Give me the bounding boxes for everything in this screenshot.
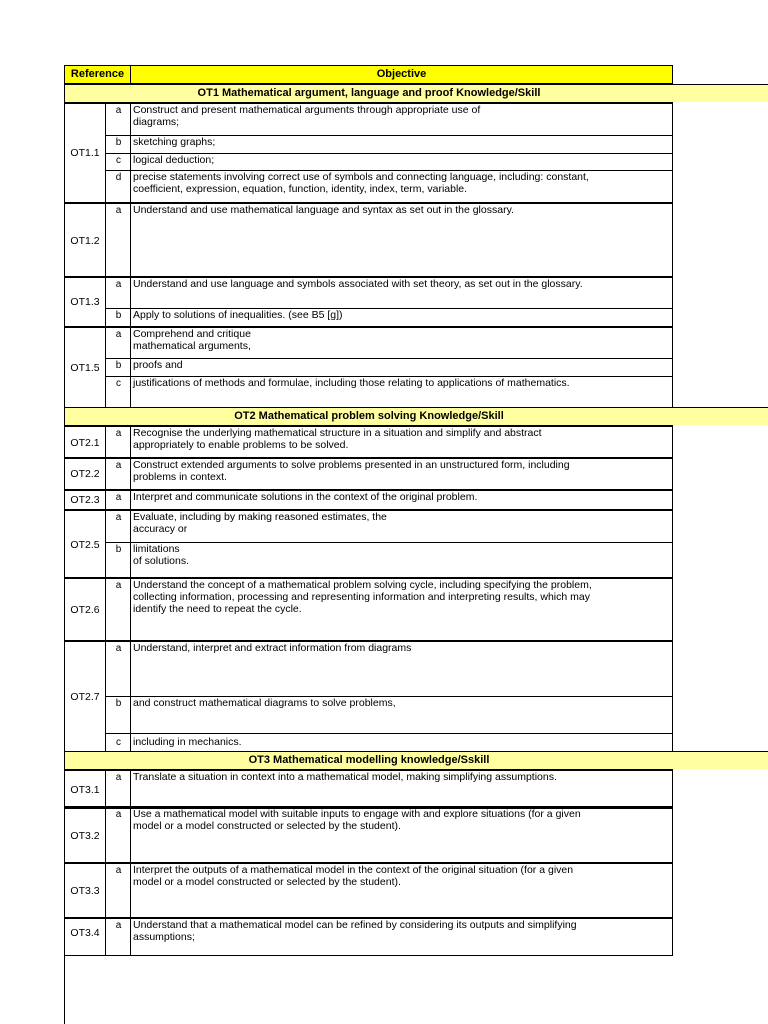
row-letter: d <box>115 172 122 183</box>
row-letter: b <box>115 360 122 371</box>
section-title: OT3 Mathematical modelling knowledge/Sskill <box>248 754 490 766</box>
reference-cell <box>65 459 106 489</box>
objective-group-ot2-6 <box>64 577 673 642</box>
objective-text: Construct and present mathematical arguments through appropriate use of diagrams; <box>133 104 481 128</box>
row-letter: c <box>116 378 121 389</box>
objective-text: logical deduction; <box>133 154 215 166</box>
objective-row <box>106 278 672 309</box>
objective-group-ot1-2 <box>64 202 673 278</box>
reference-cell <box>65 808 106 863</box>
objective-group-ot1-3 <box>64 276 673 327</box>
objective-row <box>106 919 672 956</box>
objective-text: Recognise the underlying mathematical structure in a situation and simplify and abstract appropriately to enable problems to be solved. <box>133 427 542 451</box>
objective-row <box>106 376 672 408</box>
row-letter: a <box>115 279 122 290</box>
row-letter: a <box>115 920 122 931</box>
objective-text: Comprehend and critique mathematical arguments, <box>133 328 251 352</box>
reference-cell <box>65 511 106 578</box>
row-letter: a <box>115 428 122 439</box>
reference-label: OT2.3 <box>70 494 100 506</box>
objective-text: Interpret and communicate solutions in the context of the original problem. <box>133 491 478 503</box>
row-letter: b <box>115 310 122 321</box>
objective-text: Understand and use mathematical language and syntax as set out in the glossary. <box>133 204 514 216</box>
objective-group-ot3-3 <box>64 862 673 919</box>
reference-cell <box>65 491 106 509</box>
reference-cell <box>65 328 106 407</box>
objective-row <box>106 135 672 154</box>
table-left-border <box>64 955 65 1024</box>
row-letter: a <box>115 580 122 591</box>
objective-text: justifications of methods and formulae, including those relating to applications of mathematics. <box>133 377 570 389</box>
objective-text: proofs and <box>133 359 183 371</box>
row-letter: a <box>115 643 122 654</box>
objective-text: Use a mathematical model with suitable inputs to engage with and explore situations (for a given model or a model constructed or selected by the student). <box>133 808 581 832</box>
reference-label: OT1.3 <box>70 296 100 308</box>
objective-group-ot2-1 <box>64 425 673 459</box>
row-letter: a <box>115 512 122 523</box>
row-letter: b <box>115 137 122 148</box>
reference-label: OT2.7 <box>70 690 100 703</box>
objective-text: Apply to solutions of inequalities. (see B5 [g]) <box>133 309 343 321</box>
objective-group-ot3-1 <box>64 769 673 809</box>
section-ot3-header <box>64 751 768 769</box>
objective-row <box>106 459 672 490</box>
row-letter: a <box>115 460 122 471</box>
objective-row <box>106 358 672 377</box>
reference-label: OT1.1 <box>70 147 100 159</box>
objective-group-ot3-4 <box>64 917 673 956</box>
objective-row <box>106 579 672 642</box>
reference-cell <box>65 579 106 641</box>
reference-label: OT1.5 <box>70 361 100 374</box>
objective-group-ot2-2 <box>64 457 673 490</box>
objective-row <box>106 204 672 278</box>
objective-row <box>106 808 672 864</box>
objective-group-ot2-7 <box>64 640 673 752</box>
row-letter: a <box>115 865 122 876</box>
objective-text: Understand the concept of a mathematical problem solving cycle, including specifying the problem, collecting information, processing and representing information and interpreting results, which may identify the need to repeat the cycle. <box>133 579 592 615</box>
objective-text: Interpret the outputs of a mathematical model in the context of the original situation (for a given model or a model constructed or selected by the student). <box>133 864 574 888</box>
header-objective-label: Objective <box>376 68 427 80</box>
objective-text: Understand that a mathematical model can be refined by considering its outputs and simplifying assumptions; <box>133 919 577 943</box>
row-letter: a <box>115 329 122 340</box>
reference-cell <box>65 919 106 955</box>
reference-label: OT2.6 <box>70 604 100 616</box>
objective-row <box>106 642 672 697</box>
row-letter: c <box>116 155 121 166</box>
reference-label: OT3.2 <box>70 829 100 842</box>
header-reference <box>64 65 131 84</box>
objective-row <box>106 170 672 203</box>
objective-row <box>106 864 672 919</box>
reference-label: OT3.4 <box>70 927 100 939</box>
section-title: OT2 Mathematical problem solving Knowledge/Skill <box>234 410 504 422</box>
section-title: OT1 Mathematical argument, language and proof Knowledge/Skill <box>197 87 541 99</box>
row-letter: a <box>115 205 122 216</box>
reference-label: OT1.2 <box>70 234 100 247</box>
objective-row <box>106 328 672 359</box>
objective-text: sketching graphs; <box>133 136 216 148</box>
objective-row <box>106 511 672 543</box>
objective-row <box>106 696 672 734</box>
reference-cell <box>65 104 106 202</box>
row-letter: b <box>115 698 122 709</box>
row-letter: a <box>115 772 122 783</box>
objective-row <box>106 427 672 459</box>
objective-text: Translate a situation in context into a mathematical model, making simplifying assumptions. <box>133 771 557 783</box>
objective-group-ot1-5 <box>64 326 673 408</box>
objective-text: Understand, interpret and extract information from diagrams <box>133 642 412 654</box>
reference-label: OT3.3 <box>70 885 100 897</box>
reference-label: OT2.1 <box>70 436 100 449</box>
row-letter: a <box>115 492 122 503</box>
reference-label: OT3.1 <box>70 783 100 796</box>
header-objective <box>130 65 673 84</box>
objective-row <box>106 491 672 510</box>
reference-label: OT2.5 <box>70 538 100 551</box>
objective-row <box>106 542 672 579</box>
row-letter: a <box>115 105 122 116</box>
objective-row <box>106 733 672 752</box>
objective-group-ot2-5 <box>64 509 673 579</box>
objective-text: Construct extended arguments to solve problems presented in an unstructured form, including problems in context. <box>133 459 570 483</box>
reference-cell <box>65 642 106 751</box>
objective-group-ot1-1 <box>64 102 673 203</box>
row-letter: c <box>116 737 121 748</box>
row-letter: b <box>115 544 122 555</box>
objective-row <box>106 153 672 171</box>
objective-row <box>106 308 672 327</box>
row-letter: a <box>115 809 122 820</box>
reference-label: OT2.2 <box>70 468 100 480</box>
reference-cell <box>65 427 106 458</box>
reference-cell <box>65 204 106 277</box>
reference-cell <box>65 278 106 326</box>
objective-text: Understand and use language and symbols associated with set theory, as set out in the glossary. <box>133 278 583 290</box>
objective-group-ot3-2 <box>64 806 673 864</box>
objective-group-ot2-3 <box>64 489 673 510</box>
objective-text: limitations of solutions. <box>133 543 190 567</box>
section-ot2-header <box>64 407 768 425</box>
objective-row <box>106 104 672 136</box>
objective-text: Evaluate, including by making reasoned estimates, the accuracy or <box>133 511 387 535</box>
section-ot1-header <box>64 84 768 102</box>
reference-cell <box>65 864 106 918</box>
objective-text: and construct mathematical diagrams to solve problems, <box>133 697 396 709</box>
objective-text: including in mechanics. <box>133 736 242 748</box>
objective-text: precise statements involving correct use of symbols and connecting language, including: constant, coefficient, expression, equation, function, identity, index, term, variable. <box>133 171 589 195</box>
reference-cell <box>65 771 106 808</box>
objective-row <box>106 771 672 809</box>
header-reference-label: Reference <box>70 68 125 80</box>
